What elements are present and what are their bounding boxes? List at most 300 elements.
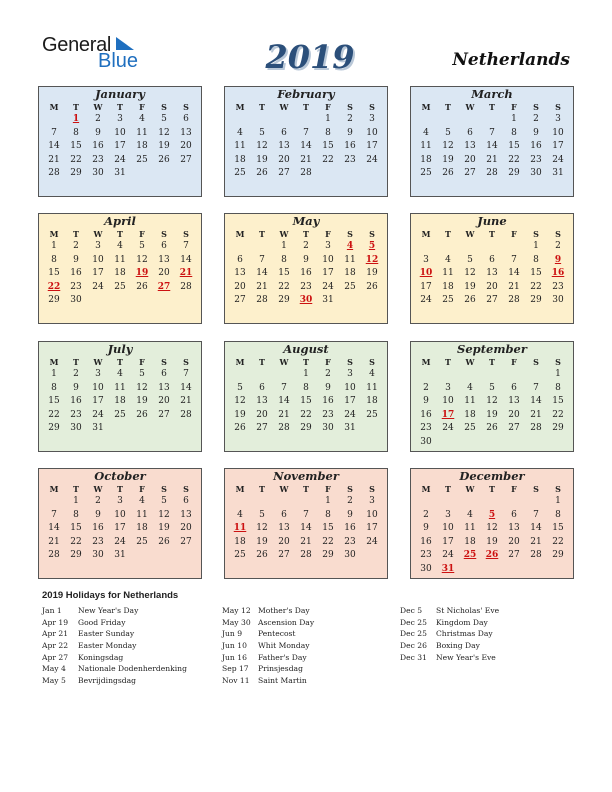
day-cell: 2 (95, 114, 101, 124)
day-cell: 19 (486, 409, 498, 420)
day-cell: 20 (508, 409, 520, 420)
month-day-grid (411, 229, 573, 308)
day-cell: 27 (158, 409, 170, 420)
day-cell: 17 (114, 141, 126, 151)
holiday-day-cell: 5 (488, 509, 496, 520)
holiday-row (222, 652, 314, 664)
day-cell: 19 (158, 141, 170, 151)
month-november (224, 468, 388, 579)
day-cell: 1 (325, 496, 331, 506)
month-march (410, 86, 574, 197)
day-cell: 12 (486, 396, 498, 406)
day-cell: 19 (442, 154, 454, 165)
weekday-label: T (73, 484, 79, 494)
weekday-label: M (49, 484, 59, 494)
day-cell: 6 (511, 382, 517, 393)
day-cell: 10 (442, 523, 454, 533)
holiday-column (42, 605, 187, 687)
weekday-label: M (49, 357, 59, 367)
month-day-grid (411, 357, 573, 449)
day-cell: 17 (552, 141, 564, 151)
month-day-grid (39, 102, 201, 181)
weekday-label: W (93, 357, 103, 367)
day-cell: 13 (256, 396, 268, 406)
day-cell: 10 (92, 382, 104, 393)
holiday-date: Jan 1 (42, 606, 62, 615)
day-cell: 6 (467, 127, 473, 138)
calendar-year: 2019 (265, 38, 355, 76)
day-cell: 17 (366, 141, 378, 151)
day-cell: 8 (303, 382, 309, 393)
day-cell: 11 (234, 141, 246, 151)
weekday-label: S (533, 484, 539, 494)
day-cell: 10 (366, 127, 378, 138)
day-cell: 4 (139, 114, 145, 124)
day-cell: 11 (344, 254, 356, 265)
holiday-date: May 30 (222, 617, 251, 627)
day-cell: 18 (114, 268, 126, 278)
day-cell: 25 (234, 550, 246, 560)
weekday-label: S (347, 357, 353, 367)
day-cell: 2 (347, 114, 353, 124)
weekday-label: S (347, 229, 353, 239)
day-cell: 3 (445, 382, 451, 393)
day-cell: 5 (161, 496, 167, 506)
day-cell: 30 (92, 550, 104, 560)
month-december (410, 468, 574, 579)
weekday-label: T (489, 484, 495, 494)
day-cell: 16 (530, 141, 542, 151)
day-cell: 8 (51, 382, 57, 393)
empty-day-cell (437, 495, 459, 509)
day-cell: 28 (486, 168, 498, 178)
holidays-title: 2019 Holidays for Netherlands (42, 590, 179, 601)
day-cell: 29 (530, 295, 542, 305)
day-cell: 14 (486, 141, 498, 151)
day-cell: 29 (48, 423, 60, 433)
day-cell: 22 (552, 409, 564, 420)
day-cell: 21 (486, 154, 498, 165)
holiday-name: Saint Martin (258, 676, 307, 686)
weekday-label: F (511, 102, 517, 112)
day-cell: 22 (278, 281, 290, 292)
day-cell: 28 (300, 550, 312, 560)
day-cell: 18 (464, 536, 476, 547)
weekday-label: T (445, 357, 451, 367)
day-cell: 14 (300, 141, 312, 151)
holiday-name: Father's Day (258, 652, 307, 662)
day-cell: 15 (300, 396, 312, 406)
weekday-label: M (421, 229, 431, 239)
day-cell: 13 (180, 509, 192, 520)
day-cell: 19 (158, 523, 170, 533)
day-cell: 24 (552, 154, 564, 165)
weekday-label: W (93, 484, 103, 494)
day-cell: 18 (114, 396, 126, 406)
day-cell: 30 (92, 168, 104, 178)
empty-day-cell (481, 113, 503, 127)
day-cell: 14 (300, 523, 312, 533)
day-cell: 21 (300, 154, 312, 165)
day-cell: 1 (73, 496, 79, 506)
holiday-day-cell: 5 (368, 241, 376, 251)
day-cell: 15 (278, 268, 290, 278)
day-cell: 20 (464, 154, 476, 165)
weekday-label: F (139, 357, 145, 367)
day-cell: 25 (420, 168, 432, 178)
month-name: December (459, 469, 525, 483)
day-cell: 13 (234, 268, 246, 278)
day-cell: 19 (136, 396, 148, 406)
day-cell: 24 (114, 154, 126, 165)
weekday-label: S (161, 484, 167, 494)
weekday-label: T (73, 357, 79, 367)
day-cell: 24 (92, 281, 104, 292)
month-day-grid (39, 357, 201, 436)
weekday-label: T (259, 357, 265, 367)
holiday-date: May 4 (42, 664, 66, 674)
day-cell: 20 (180, 523, 192, 533)
day-cell: 24 (114, 536, 126, 547)
day-cell: 5 (237, 382, 243, 393)
holiday-column (400, 605, 499, 663)
day-cell: 23 (322, 409, 334, 420)
weekday-label: T (489, 357, 495, 367)
empty-day-cell (525, 368, 547, 382)
day-cell: 28 (278, 423, 290, 433)
day-cell: 5 (139, 369, 145, 379)
day-cell: 15 (70, 523, 82, 533)
day-cell: 8 (555, 509, 561, 520)
month-name: March (471, 87, 513, 101)
day-cell: 6 (161, 241, 167, 251)
weekday-label: T (117, 484, 123, 494)
day-cell: 28 (48, 168, 60, 178)
month-name: June (477, 214, 507, 228)
day-cell: 18 (344, 268, 356, 278)
holiday-column (222, 605, 314, 687)
day-cell: 21 (300, 536, 312, 547)
day-cell: 3 (423, 254, 429, 265)
empty-day-cell (43, 113, 65, 127)
holiday-day-cell: 9 (554, 254, 562, 265)
day-cell: 21 (180, 396, 192, 406)
day-cell: 1 (555, 496, 561, 506)
day-cell: 15 (48, 396, 60, 406)
day-cell: 8 (555, 382, 561, 393)
month-day-grid (411, 102, 573, 181)
month-day-grid (39, 484, 201, 563)
holiday-date: May 5 (42, 676, 66, 686)
holiday-name: St Nicholas' Eve (436, 606, 500, 615)
empty-day-cell (229, 113, 251, 127)
day-cell: 23 (70, 281, 82, 292)
day-cell: 17 (114, 523, 126, 533)
day-cell: 1 (511, 114, 517, 124)
day-cell: 12 (464, 268, 476, 278)
weekday-label: T (445, 102, 451, 112)
weekday-label: W (93, 102, 103, 112)
weekday-label: T (117, 357, 123, 367)
day-cell: 7 (51, 127, 57, 138)
empty-day-cell (251, 368, 273, 382)
weekday-label: T (259, 102, 265, 112)
day-cell: 11 (366, 382, 378, 393)
day-cell: 9 (73, 382, 79, 393)
day-cell: 26 (256, 550, 268, 560)
day-cell: 15 (70, 141, 82, 151)
day-cell: 14 (278, 396, 290, 406)
weekday-label: F (139, 229, 145, 239)
weekday-label: W (465, 102, 475, 112)
day-cell: 18 (420, 154, 432, 165)
empty-day-cell (251, 495, 273, 509)
month-name: November (273, 469, 339, 483)
holiday-day-cell: 19 (135, 268, 149, 278)
weekday-label: S (161, 357, 167, 367)
day-cell: 24 (92, 409, 104, 420)
holiday-date: Apr 19 (42, 617, 69, 627)
day-cell: 2 (555, 241, 561, 251)
day-cell: 13 (486, 268, 498, 278)
weekday-label: S (161, 229, 167, 239)
day-cell: 11 (114, 382, 126, 393)
day-cell: 12 (136, 254, 148, 265)
holiday-row (42, 663, 187, 675)
day-cell: 11 (464, 396, 476, 406)
day-cell: 27 (256, 423, 268, 433)
empty-day-cell (295, 495, 317, 509)
day-cell: 16 (70, 396, 82, 406)
brand-logo (42, 34, 142, 74)
day-cell: 20 (278, 154, 290, 165)
day-cell: 21 (278, 409, 290, 420)
weekday-label: S (183, 357, 189, 367)
day-cell: 21 (256, 281, 268, 292)
day-cell: 13 (508, 396, 520, 406)
day-cell: 18 (366, 396, 378, 406)
holiday-row (222, 675, 314, 687)
day-cell: 3 (117, 114, 123, 124)
day-cell: 8 (281, 254, 287, 265)
day-cell: 27 (234, 295, 246, 305)
day-cell: 14 (530, 396, 542, 406)
weekday-label: S (555, 229, 561, 239)
day-cell: 3 (95, 369, 101, 379)
holiday-date: Dec 5 (400, 606, 423, 615)
day-cell: 7 (183, 241, 189, 251)
weekday-label: S (347, 102, 353, 112)
day-cell: 29 (48, 295, 60, 305)
weekday-label: S (369, 357, 375, 367)
day-cell: 7 (511, 254, 517, 265)
day-cell: 31 (114, 550, 126, 560)
holiday-date: Jun 9 (222, 629, 243, 639)
day-cell: 8 (73, 127, 79, 138)
day-cell: 22 (530, 281, 542, 292)
weekday-label: S (347, 484, 353, 494)
day-cell: 29 (70, 168, 82, 178)
day-cell: 15 (508, 141, 520, 151)
day-cell: 18 (442, 281, 454, 292)
month-day-grid (225, 102, 387, 181)
day-cell: 11 (464, 523, 476, 533)
day-cell: 18 (234, 154, 246, 165)
holiday-name: Ascension Day (258, 617, 315, 627)
day-cell: 28 (48, 550, 60, 560)
empty-day-cell (43, 495, 65, 509)
day-cell: 6 (237, 254, 243, 265)
day-cell: 17 (92, 396, 104, 406)
month-october (38, 468, 202, 579)
month-day-grid (225, 229, 387, 308)
day-cell: 27 (486, 295, 498, 305)
month-august (224, 341, 388, 452)
day-cell: 22 (70, 154, 82, 165)
holiday-name: Good Friday (78, 617, 126, 627)
day-cell: 28 (180, 281, 192, 292)
day-cell: 20 (278, 536, 290, 547)
day-cell: 9 (347, 127, 353, 138)
day-cell: 9 (95, 127, 101, 138)
day-cell: 28 (530, 423, 542, 433)
day-cell: 22 (322, 536, 334, 547)
day-cell: 20 (256, 409, 268, 420)
day-cell: 10 (92, 254, 104, 265)
day-cell: 24 (366, 536, 378, 547)
month-name: July (107, 342, 133, 356)
day-cell: 13 (278, 141, 290, 151)
day-cell: 14 (180, 382, 192, 393)
holiday-date: Dec 31 (400, 652, 427, 662)
day-cell: 20 (508, 536, 520, 547)
day-cell: 28 (180, 409, 192, 420)
day-cell: 2 (533, 114, 539, 124)
day-cell: 14 (530, 523, 542, 533)
month-name: October (94, 469, 146, 483)
day-cell: 12 (158, 127, 170, 138)
day-cell: 23 (552, 281, 564, 292)
day-cell: 12 (256, 141, 268, 151)
weekday-label: T (489, 102, 495, 112)
day-cell: 7 (183, 369, 189, 379)
day-cell: 30 (344, 550, 356, 560)
day-cell: 15 (552, 396, 564, 406)
day-cell: 13 (158, 382, 170, 393)
day-cell: 4 (237, 127, 243, 138)
day-cell: 2 (325, 369, 331, 379)
weekday-label: T (73, 102, 79, 112)
weekday-label: T (259, 484, 265, 494)
weekday-label: W (279, 484, 289, 494)
day-cell: 30 (420, 563, 432, 574)
empty-day-cell (503, 495, 525, 509)
day-cell: 19 (464, 281, 476, 292)
day-cell: 6 (489, 254, 495, 265)
day-cell: 16 (92, 523, 104, 533)
day-cell: 11 (136, 127, 148, 138)
day-cell: 15 (48, 268, 60, 278)
country-name: Netherlands (452, 50, 570, 70)
day-cell: 21 (530, 536, 542, 547)
day-cell: 26 (256, 168, 268, 178)
day-cell: 4 (423, 127, 429, 138)
holiday-date: Apr 27 (42, 652, 69, 662)
day-cell: 4 (117, 241, 123, 251)
day-cell: 30 (70, 295, 82, 305)
weekday-label: W (279, 229, 289, 239)
empty-day-cell (415, 240, 437, 254)
empty-day-cell (229, 368, 251, 382)
day-cell: 27 (278, 168, 290, 178)
month-name: September (457, 342, 527, 356)
month-name: August (283, 342, 329, 356)
day-cell: 26 (234, 423, 246, 433)
weekday-label: W (279, 357, 289, 367)
month-name: January (95, 87, 145, 101)
day-cell: 5 (489, 382, 495, 393)
holiday-name: Nationale Dodenherdenking (78, 664, 187, 674)
day-cell: 17 (92, 268, 104, 278)
day-cell: 4 (467, 509, 473, 520)
weekday-label: M (49, 229, 59, 239)
day-cell: 26 (464, 295, 476, 305)
day-cell: 17 (420, 281, 432, 292)
holiday-name: Boxing Day (436, 641, 480, 651)
day-cell: 3 (347, 369, 353, 379)
day-cell: 28 (300, 168, 312, 178)
day-cell: 26 (366, 281, 378, 292)
day-cell: 30 (420, 436, 432, 447)
holiday-day-cell: 31 (441, 563, 455, 574)
holiday-row (400, 652, 499, 664)
day-cell: 16 (420, 409, 432, 420)
day-cell: 12 (158, 509, 170, 520)
day-cell: 6 (183, 496, 189, 506)
day-cell: 25 (136, 154, 148, 165)
day-cell: 2 (303, 241, 309, 251)
day-cell: 31 (552, 168, 564, 178)
day-cell: 8 (511, 127, 517, 138)
day-cell: 10 (442, 396, 454, 406)
day-cell: 3 (555, 114, 561, 124)
day-cell: 18 (234, 536, 246, 547)
day-cell: 19 (486, 536, 498, 547)
day-cell: 11 (442, 268, 454, 278)
holiday-date: Apr 22 (42, 641, 69, 651)
empty-day-cell (481, 495, 503, 509)
holiday-day-cell: 12 (365, 254, 379, 265)
weekday-label: F (325, 484, 331, 494)
day-cell: 3 (325, 241, 331, 251)
day-cell: 24 (322, 281, 334, 292)
holiday-name: Mother's Day (258, 606, 310, 615)
day-cell: 27 (278, 550, 290, 560)
weekday-label: T (259, 229, 265, 239)
holiday-date: Dec 25 (400, 629, 427, 639)
month-june (410, 213, 574, 324)
weekday-label: T (303, 229, 309, 239)
weekday-label: F (139, 102, 145, 112)
day-cell: 3 (369, 114, 375, 124)
day-cell: 31 (322, 295, 334, 305)
day-cell: 4 (139, 496, 145, 506)
empty-day-cell (481, 368, 503, 382)
weekday-label: S (555, 484, 561, 494)
day-cell: 18 (136, 523, 148, 533)
holiday-row (222, 628, 314, 640)
day-cell: 23 (70, 409, 82, 420)
